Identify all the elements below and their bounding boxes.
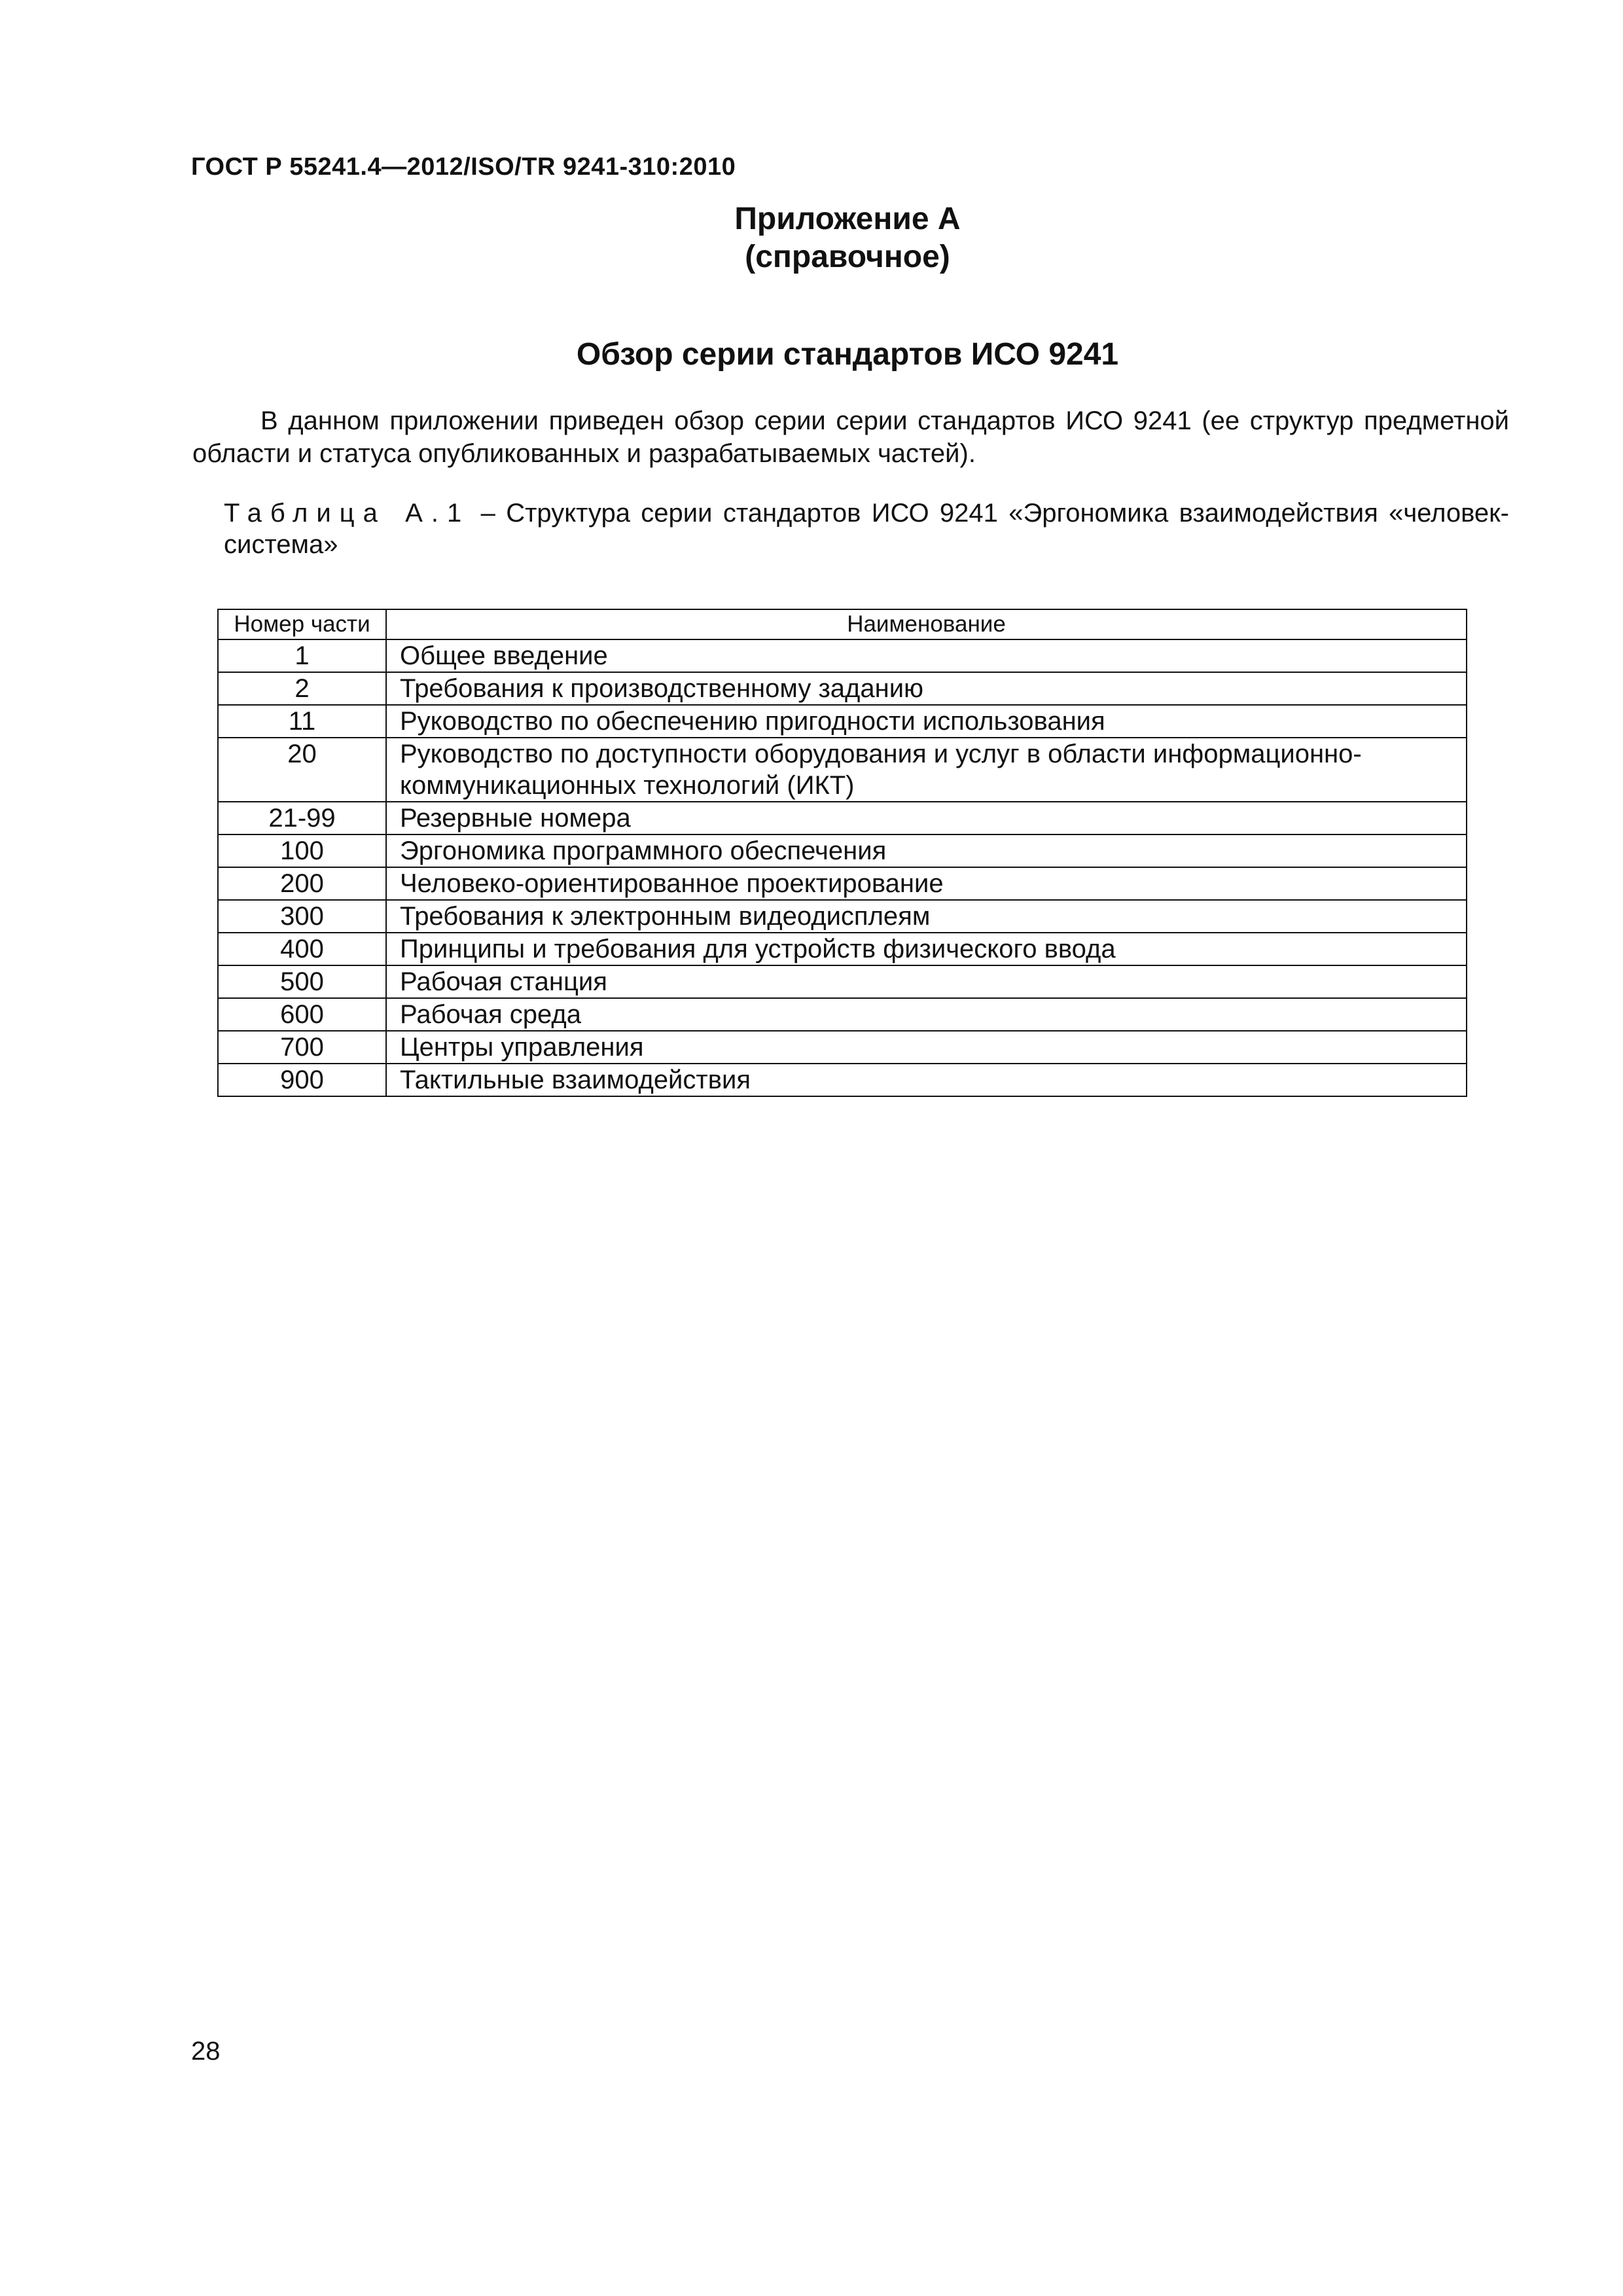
- part-number: 700: [218, 1031, 386, 1064]
- part-number: 900: [218, 1064, 386, 1096]
- table-row: [218, 738, 1467, 802]
- table-caption-text: – Структура серии стандартов ИСО 9241 «Эргономика взаимодействия «человек-система»: [224, 499, 1509, 559]
- part-name: Эргономика программного обеспечения: [386, 834, 1467, 867]
- table-row: [218, 933, 1467, 965]
- part-number: 2: [218, 672, 386, 705]
- table-row: [218, 834, 1467, 867]
- part-name: Человеко-ориентированное проектирование: [386, 867, 1467, 900]
- part-name: Резервные номера: [386, 802, 1467, 834]
- part-name: Центры управления: [386, 1031, 1467, 1064]
- appendix-title: Приложение А: [734, 202, 961, 236]
- part-number: 600: [218, 998, 386, 1031]
- table-caption: [224, 497, 1509, 560]
- table-row: [218, 998, 1467, 1031]
- table-row: [218, 900, 1467, 933]
- page-number: 28: [191, 2037, 221, 2066]
- section-title: Обзор серии стандартов ИСО 9241: [576, 337, 1119, 372]
- part-number: 400: [218, 933, 386, 965]
- table-caption-label: Таблица А.1: [224, 499, 471, 528]
- table-row: [218, 639, 1467, 672]
- part-name: Тактильные взаимодействия: [386, 1064, 1467, 1096]
- part-number: 100: [218, 834, 386, 867]
- table-row: [218, 1031, 1467, 1064]
- appendix-subtitle: (справочное): [745, 240, 950, 274]
- table-row: [218, 1064, 1467, 1096]
- part-name: Руководство по обеспечению пригодности использования: [386, 705, 1467, 738]
- part-name: Требования к производственному заданию: [386, 672, 1467, 705]
- table-row: [218, 705, 1467, 738]
- column-header-name: Наименование: [386, 609, 1467, 639]
- part-number: 21-99: [218, 802, 386, 834]
- column-header-number: Номер части: [218, 609, 386, 639]
- table-row: [218, 672, 1467, 705]
- intro-text: В данном приложении приведен обзор серии серии стандартов ИСО 9241 (ее структур предметной области и статуса опубликованных и разрабатываемых частей).: [192, 406, 1509, 468]
- appendix-heading: [0, 200, 1623, 276]
- part-number: 11: [218, 705, 386, 738]
- table-row: [218, 867, 1467, 900]
- part-name: Принципы и требования для устройств физического ввода: [386, 933, 1467, 965]
- part-name: Рабочая станция: [386, 965, 1467, 998]
- part-name: Общее введение: [386, 639, 1467, 672]
- table-row: [218, 965, 1467, 998]
- part-number: 500: [218, 965, 386, 998]
- part-number: 300: [218, 900, 386, 933]
- part-name: Рабочая среда: [386, 998, 1467, 1031]
- parts-table: [217, 609, 1467, 1097]
- part-number: 200: [218, 867, 386, 900]
- part-name: Руководство по доступности оборудования и услуг в области информационно-коммуникационных технологий (ИКТ): [386, 738, 1467, 802]
- part-number: 1: [218, 639, 386, 672]
- part-number: 20: [218, 738, 386, 802]
- table-header-row: [218, 609, 1467, 639]
- document-code: ГОСТ Р 55241.4—2012/ISO/TR 9241-310:2010: [191, 153, 736, 181]
- intro-paragraph: [192, 404, 1509, 470]
- table-row: [218, 802, 1467, 834]
- part-name: Требования к электронным видеодисплеям: [386, 900, 1467, 933]
